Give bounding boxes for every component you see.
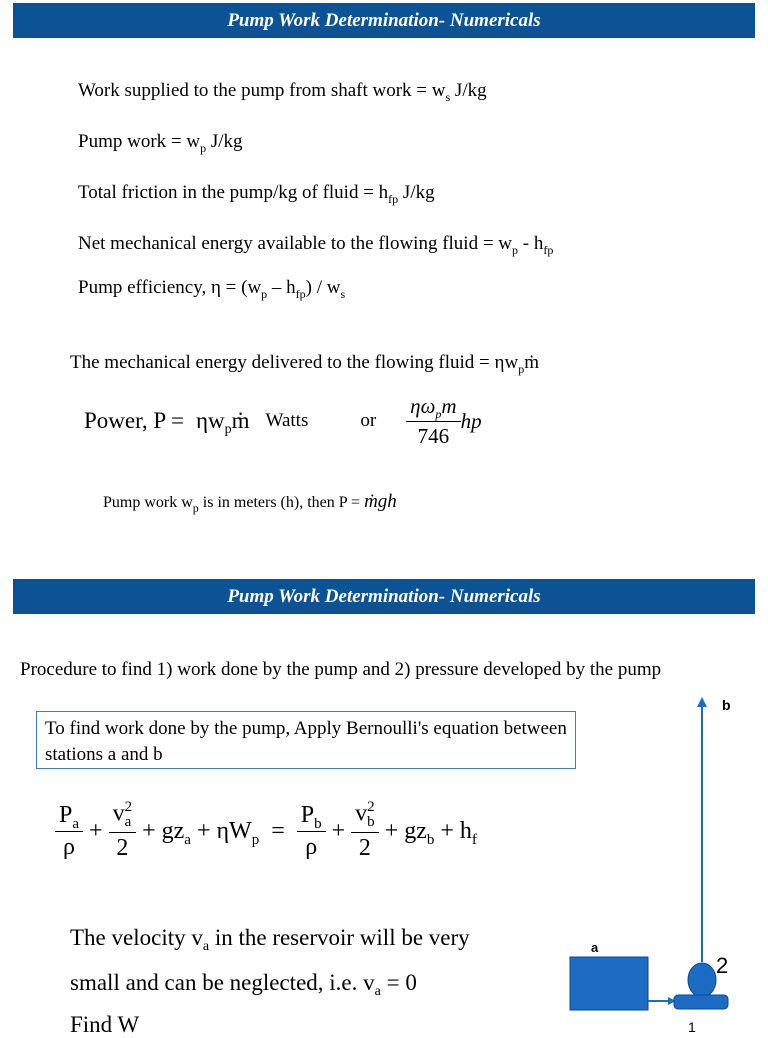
vb-term — [351, 800, 379, 833]
va-term — [109, 800, 137, 833]
etaw-term — [216, 817, 260, 848]
pump-work-text: Pump work = w — [78, 131, 201, 152]
vb-symbol: v — [355, 800, 368, 827]
vb-sq-over-2 — [351, 800, 379, 862]
va-exp: 2 — [124, 799, 133, 815]
power-mdot: ṁ — [231, 408, 250, 433]
pa-symbol: P — [59, 801, 73, 828]
velocity-1-sub: a — [202, 939, 210, 954]
pa-over-rho — [55, 802, 83, 861]
shaft-work-line — [78, 80, 487, 102]
power-equation — [84, 392, 482, 450]
pa-sub: a — [72, 815, 80, 832]
velocity-2-sub: a — [374, 984, 381, 999]
efficiency-line — [78, 277, 345, 299]
arrow-up-icon — [697, 697, 707, 707]
net-energy-line — [78, 233, 553, 255]
plus-6: + — [440, 817, 454, 844]
vb-sub: b — [367, 814, 375, 830]
callout-text: To find work done by the pump, Apply Bernoulli's equation between stations a and b — [45, 718, 567, 765]
gza-term — [161, 817, 191, 848]
plus-2: + — [142, 817, 156, 844]
va-stack — [125, 800, 133, 830]
slide1-title: Pump Work Determination- Numericals — [227, 9, 541, 31]
power-sub-p: p — [224, 422, 232, 437]
power-hp-denominator: 746 — [417, 423, 450, 448]
gzb-term — [404, 817, 435, 848]
slide1-title-banner — [13, 3, 755, 38]
pb-sub: b — [314, 815, 322, 832]
friction-sub: fp — [388, 192, 399, 206]
power-hp-num-text: ηω — [410, 393, 436, 418]
hf-symbol: h — [459, 817, 472, 844]
power-hp-fraction — [406, 394, 460, 449]
bernoulli-callout — [36, 711, 576, 769]
friction-text: Total friction in the pump/kg of fluid = h — [78, 182, 389, 203]
efficiency-mid: – h — [267, 277, 296, 298]
pa-term — [55, 802, 83, 832]
delivered-energy-text: The mechanical energy delivered to the flowing fluid = ηw — [70, 352, 519, 373]
gzb-symbol: gz — [404, 817, 427, 844]
power-hp-unit: hp — [460, 408, 482, 433]
delivered-energy-line — [70, 352, 539, 374]
power-or: or — [360, 410, 377, 431]
efficiency-sub3: s — [340, 287, 346, 301]
pump-work-sub: p — [200, 141, 207, 155]
velocity-2-text: small and can be neglected, i.e. v — [70, 970, 375, 995]
net-energy-sub1: p — [512, 243, 519, 257]
power-unit: Watts — [265, 410, 309, 431]
pump-body — [688, 963, 716, 997]
velocity-1-text: The velocity v — [70, 925, 203, 950]
pump-system-diagram — [560, 690, 768, 1035]
note-formula: ṁgh — [364, 491, 397, 512]
label-2: 2 — [716, 953, 729, 978]
gzb-sub: b — [426, 831, 435, 848]
velocity-line-2 — [70, 970, 417, 999]
two-b: 2 — [358, 835, 371, 861]
plus-1: + — [89, 817, 103, 844]
label-a: a — [591, 940, 599, 955]
vb-exp: 2 — [367, 799, 375, 815]
gza-symbol: gz — [161, 817, 185, 844]
pump-work-unit: J/kg — [206, 131, 243, 152]
pump-work-line — [78, 131, 243, 153]
efficiency-text: Pump efficiency, η = (w — [78, 277, 262, 298]
etaw-sub: p — [251, 831, 260, 848]
efficiency-mid2: ) / w — [305, 277, 341, 298]
rho-a: ρ — [63, 833, 75, 860]
note-sub: p — [192, 501, 199, 515]
slide2-title-banner — [13, 579, 755, 614]
reservoir — [570, 957, 648, 1010]
bernoulli-equation — [55, 800, 477, 862]
power-eta-w: ηw — [196, 408, 225, 433]
etaw-symbol: ηW — [216, 817, 252, 844]
plus-3: + — [196, 817, 211, 844]
velocity-line-3: Find W — [70, 1012, 140, 1037]
note-text: Pump work w — [103, 494, 193, 511]
hf-term — [459, 817, 477, 848]
procedure-text: Procedure to find 1) work done by the pump and 2) pressure developed by the pump — [20, 659, 662, 680]
va-sub: a — [124, 814, 132, 830]
power-formula — [196, 408, 250, 437]
pb-symbol: P — [300, 801, 315, 828]
gza-sub: a — [184, 831, 191, 848]
label-1: 1 — [688, 1019, 696, 1035]
net-energy-mid: - h — [518, 233, 544, 254]
va-symbol: v — [112, 800, 125, 827]
label-b: b — [722, 697, 731, 713]
shaft-work-sub: s — [445, 90, 451, 104]
plus-5: + — [384, 817, 399, 844]
friction-unit: J/kg — [398, 182, 435, 203]
velocity-2-tail: = 0 — [380, 970, 417, 995]
rho-b: ρ — [305, 833, 318, 860]
plus-4: + — [331, 817, 346, 844]
efficiency-sub1: p — [261, 287, 268, 301]
va-sq-over-2 — [109, 800, 137, 862]
pb-over-rho — [297, 802, 326, 861]
net-energy-sub2: fp — [543, 243, 554, 257]
net-energy-text: Net mechanical energy available to the flowing fluid = w — [78, 233, 513, 254]
hf-sub: f — [471, 831, 477, 848]
slide2-title: Pump Work Determination- Numericals — [227, 585, 541, 607]
delivered-energy-sub: p — [518, 362, 525, 376]
power-hp-numerator — [406, 394, 460, 422]
two-a: 2 — [116, 835, 129, 861]
shaft-work-unit: J/kg — [450, 80, 487, 101]
vb-stack — [367, 800, 375, 830]
pump-work-meters-note — [103, 491, 397, 513]
shaft-work-text: Work supplied to the pump from shaft work = w — [78, 80, 446, 101]
power-hp-num-sub: p — [435, 406, 442, 421]
note-tail: is in meters (h), then P = — [198, 494, 365, 511]
pump-base — [674, 995, 728, 1009]
velocity-line-1 — [70, 925, 470, 954]
power-label: Power, P = — [84, 408, 185, 433]
friction-line — [78, 182, 435, 204]
velocity-1-tail: in the reservoir will be very — [209, 925, 470, 950]
efficiency-sub2: fp — [295, 287, 306, 301]
power-hp-num-m: m — [441, 393, 457, 418]
equals-sign: = — [271, 817, 285, 844]
delivered-energy-mdot: ṁ — [524, 352, 539, 373]
pb-term — [297, 802, 326, 832]
